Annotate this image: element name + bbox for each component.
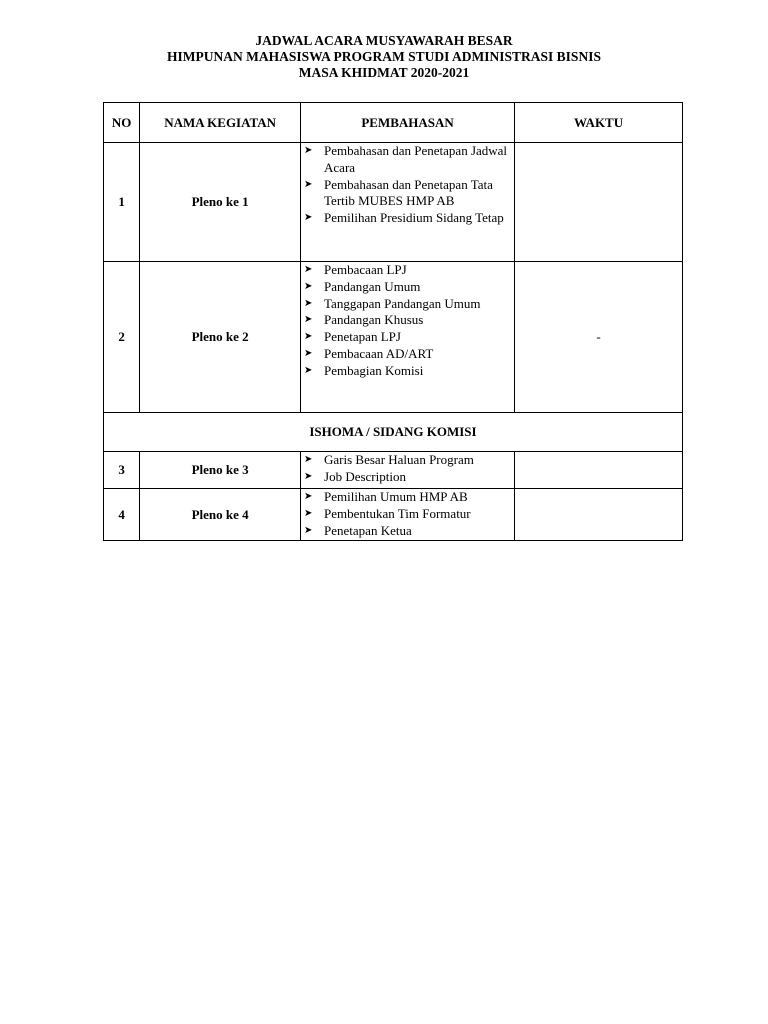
table-header-row xyxy=(104,103,683,143)
row-nama-kegiatan: Pleno ke 3 xyxy=(140,452,301,489)
header-no: NO xyxy=(104,103,140,143)
list-item xyxy=(301,296,514,313)
list-item xyxy=(301,143,514,177)
list-item-text: Pemilihan Presidium Sidang Tetap xyxy=(324,210,504,226)
list-item xyxy=(301,489,514,506)
break-label: ISHOMA / SIDANG KOMISI xyxy=(104,413,683,452)
arrow-right-icon: ➤ xyxy=(304,297,313,309)
list-item-text: Job Description xyxy=(324,468,406,484)
arrow-right-icon: ➤ xyxy=(304,145,313,156)
row-pembahasan xyxy=(301,262,515,413)
list-item-text: Penetapan LPJ xyxy=(324,329,401,345)
document-title xyxy=(0,33,768,81)
row-waktu xyxy=(515,452,683,489)
header-nama-kegiatan: NAMA KEGIATAN xyxy=(140,103,301,143)
arrow-right-icon: ➤ xyxy=(304,178,313,190)
arrow-right-icon: ➤ xyxy=(304,491,313,502)
list-item-text: Pembacaan LPJ xyxy=(324,262,407,277)
list-item-text: Garis Besar Haluan Program xyxy=(324,452,474,467)
list-item-text: Pemilihan Umum HMP AB xyxy=(324,489,468,504)
row-waktu xyxy=(515,489,683,541)
arrow-right-icon: ➤ xyxy=(304,280,313,292)
arrow-right-icon: ➤ xyxy=(304,264,313,275)
table-row xyxy=(104,452,683,489)
row-no: 4 xyxy=(104,489,140,541)
row-pembahasan xyxy=(301,489,515,541)
list-item xyxy=(301,363,514,380)
list-item-text: Pandangan Umum xyxy=(324,278,421,294)
list-item xyxy=(301,452,514,469)
row-waktu: - xyxy=(515,262,683,413)
title-line-2: HIMPUNAN MAHASISWA PROGRAM STUDI ADMINISTRASI BISNIS xyxy=(167,49,601,64)
pembahasan-list xyxy=(301,143,514,227)
list-item-text: Pembagian Komisi xyxy=(324,362,424,378)
break-row xyxy=(104,413,683,452)
list-item-text: Pembacaan AD/ART xyxy=(324,345,434,361)
pembahasan-list xyxy=(301,262,514,380)
row-no: 1 xyxy=(104,143,140,262)
table-row xyxy=(104,489,683,541)
arrow-right-icon: ➤ xyxy=(304,331,313,343)
list-item xyxy=(301,346,514,363)
arrow-right-icon: ➤ xyxy=(304,454,313,465)
arrow-right-icon: ➤ xyxy=(304,470,313,482)
title-line-1: JADWAL ACARA MUSYAWARAH BESAR xyxy=(255,33,513,48)
arrow-right-icon: ➤ xyxy=(304,347,313,359)
list-item xyxy=(301,210,514,227)
list-item xyxy=(301,523,514,540)
list-item xyxy=(301,312,514,329)
row-nama-kegiatan: Pleno ke 2 xyxy=(140,262,301,413)
list-item xyxy=(301,279,514,296)
header-waktu: WAKTU xyxy=(515,103,683,143)
list-item xyxy=(301,262,514,279)
list-item-text: Penetapan Ketua xyxy=(324,522,412,538)
row-no: 3 xyxy=(104,452,140,489)
list-item xyxy=(301,469,514,486)
table-row xyxy=(104,262,683,413)
list-item xyxy=(301,177,514,211)
arrow-right-icon: ➤ xyxy=(304,364,313,376)
pembahasan-list xyxy=(301,489,514,539)
list-item xyxy=(301,506,514,523)
row-pembahasan xyxy=(301,452,515,489)
row-no: 2 xyxy=(104,262,140,413)
row-nama-kegiatan: Pleno ke 4 xyxy=(140,489,301,541)
arrow-right-icon: ➤ xyxy=(304,507,313,519)
row-nama-kegiatan: Pleno ke 1 xyxy=(140,143,301,262)
list-item-text: Pembahasan dan Penetapan Tata Tertib MUBES HMP AB xyxy=(324,176,493,209)
schedule-table xyxy=(103,102,683,541)
table-row xyxy=(104,143,683,262)
list-item xyxy=(301,329,514,346)
title-line-3: MASA KHIDMAT 2020-2021 xyxy=(298,65,470,80)
arrow-right-icon: ➤ xyxy=(304,524,313,536)
row-waktu xyxy=(515,143,683,262)
list-item-text: Pembentukan Tim Formatur xyxy=(324,505,471,521)
list-item-text: Pandangan Khusus xyxy=(324,312,424,328)
header-pembahasan: PEMBAHASAN xyxy=(301,103,515,143)
row-pembahasan xyxy=(301,143,515,262)
arrow-right-icon: ➤ xyxy=(304,212,313,224)
pembahasan-list xyxy=(301,452,514,486)
list-item-text: Tanggapan Pandangan Umum xyxy=(324,295,481,311)
arrow-right-icon: ➤ xyxy=(304,314,313,326)
list-item-text: Pembahasan dan Penetapan Jadwal Acara xyxy=(324,143,508,175)
